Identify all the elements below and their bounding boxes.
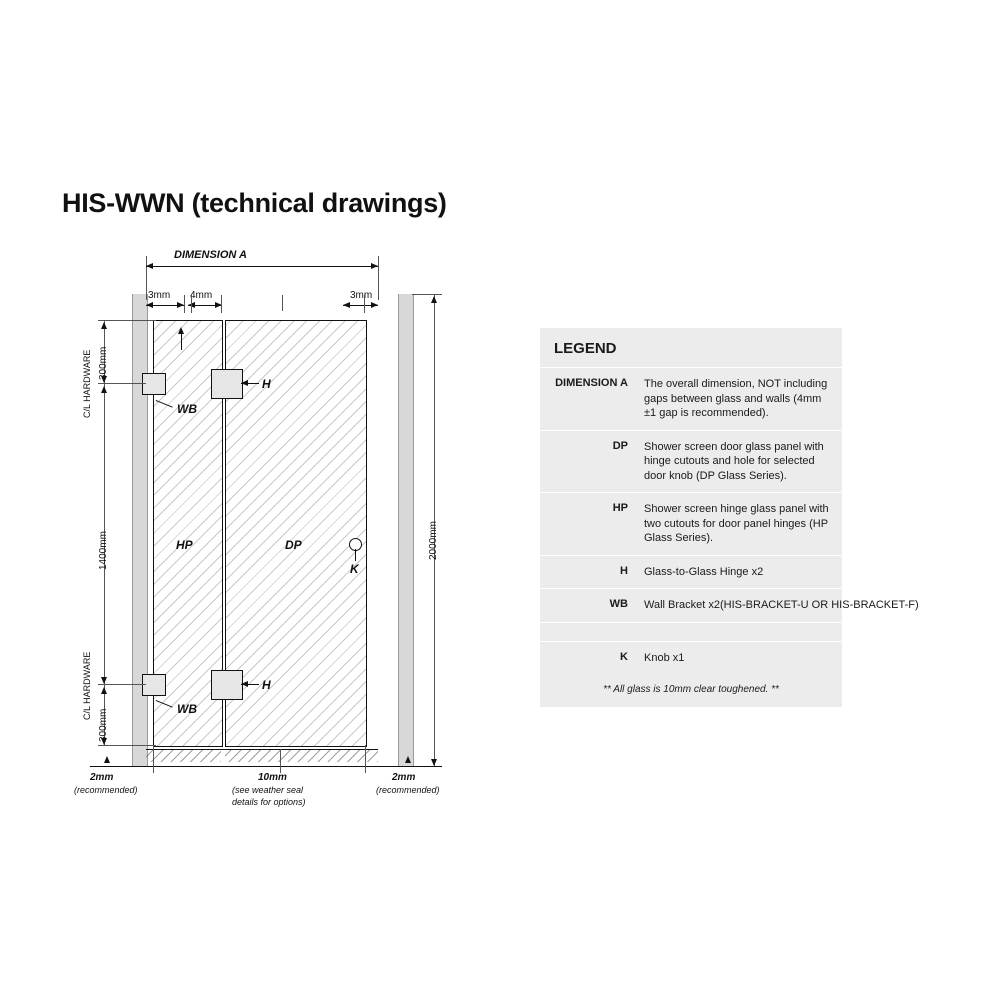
foot-left-arrow <box>104 756 110 763</box>
hinge-bottom <box>211 670 243 700</box>
right-dim-arrow-up <box>431 296 437 303</box>
hp-top-arrow-head <box>178 327 184 334</box>
legend-value: Wall Bracket x2(HIS-BRACKET-U OR HIS-BRACKET-F) <box>644 599 919 612</box>
left-dim-300top-arrow-up <box>101 322 107 329</box>
label-foot-right: 2mm <box>392 772 416 783</box>
label-knob: K <box>350 562 359 576</box>
label-hinge-bottom: H <box>262 678 271 692</box>
legend-row <box>540 641 842 675</box>
dim-a-label: DIMENSION A <box>174 249 247 261</box>
bottom-tick-left <box>153 745 154 773</box>
legend-row <box>540 555 842 589</box>
left-dim-1400-arrow-down <box>101 677 107 684</box>
legend-key: DP <box>612 439 628 452</box>
dim-a-ext-right <box>378 256 379 300</box>
hinge-bottom-leader-arrow <box>241 681 248 687</box>
hinge-top <box>211 369 243 399</box>
gap-right-label: 3mm <box>350 290 373 301</box>
label-hinge-top: H <box>262 377 271 391</box>
label-top-offset: 300mm <box>98 346 109 380</box>
left-dim-300bot-arrow-up <box>101 687 107 694</box>
right-dim-arrow-down <box>431 759 437 766</box>
legend-value: Glass-to-Glass Hinge x2 <box>644 565 764 578</box>
hinge-top-leader-arrow <box>241 380 248 386</box>
legend-row <box>540 430 842 493</box>
label-dp: DP <box>285 538 302 552</box>
label-foot-left-note: (recommended) <box>74 785 138 795</box>
gap-tick-center <box>282 295 283 311</box>
legend-title: LEGEND <box>554 340 617 357</box>
legend-key: HP <box>612 502 628 515</box>
bottom-tick-right <box>365 745 366 773</box>
foot-right-arrow <box>405 756 411 763</box>
gap-tick-1 <box>184 295 185 313</box>
legend-key: WB <box>609 598 628 611</box>
gap-tick-3 <box>221 295 222 313</box>
gap-mid-label: 4mm <box>190 290 213 301</box>
label-cl-hardware-top: C/L HARDWARE <box>82 349 92 418</box>
legend-key: DIMENSION A <box>555 377 628 389</box>
wall-band-right <box>398 294 414 766</box>
legend-row-spacer <box>540 622 842 641</box>
left-dim-1400-arrow-up <box>101 386 107 393</box>
label-foot-mid-note2: details for options) <box>232 797 306 807</box>
legend-footnote: ** All glass is 10mm clear toughened. ** <box>603 684 779 696</box>
left-ext-top <box>98 320 156 321</box>
wall-bracket-bottom <box>142 674 166 696</box>
legend-key: K <box>620 650 628 663</box>
gap-tick-2 <box>191 295 192 313</box>
dim-a-line <box>146 266 378 267</box>
left-ext-h2 <box>98 684 146 685</box>
floor-hatch-right <box>225 750 378 762</box>
legend-value: Knob x1 <box>644 651 685 664</box>
legend-value: Shower screen hinge glass panel with two cutouts for door panel hinges (HP Glass Series). <box>644 503 829 545</box>
bottom-tick-mid <box>280 749 281 773</box>
page-title: HIS-WWN (technical drawings) <box>62 188 447 218</box>
label-wb-top: WB <box>177 402 197 416</box>
legend-value: The overall dimension, NOT including gaps between glass and walls (4mm ±1 gap is recommended). <box>644 378 828 420</box>
door-knob <box>349 538 362 551</box>
legend-panel <box>540 328 919 707</box>
label-cl-hardware-bottom: C/L HARDWARE <box>82 651 92 720</box>
label-foot-mid-note1: (see weather seal <box>232 785 304 795</box>
legend-key: H <box>620 564 628 577</box>
wall-bracket-top <box>142 373 166 395</box>
dim-a-arrow-right <box>371 263 378 269</box>
hp-top-arrow-stem <box>181 332 182 350</box>
label-bottom-offset: 300mm <box>98 708 109 742</box>
gap-tick-4 <box>364 295 365 313</box>
legend-row <box>540 492 842 555</box>
label-foot-left: 2mm <box>90 772 114 783</box>
legend-row <box>540 367 842 430</box>
label-hp: HP <box>176 538 193 552</box>
floor-hatch-left <box>146 750 221 762</box>
legend-row <box>540 588 919 622</box>
gap-right-arrow-a <box>343 302 350 308</box>
label-foot-right-note: (recommended) <box>376 785 440 795</box>
dim-a-arrow-left <box>146 263 153 269</box>
right-ext-top <box>412 294 442 295</box>
label-middle-span: 1400mm <box>98 531 109 570</box>
left-ext-h1 <box>98 383 146 384</box>
label-wb-bottom: WB <box>177 702 197 716</box>
gap-left-label: 3mm <box>148 290 171 301</box>
technical-drawing <box>60 240 520 840</box>
gap-left-arrow-a <box>146 302 153 308</box>
knob-leader <box>355 549 356 561</box>
label-foot-mid: 10mm <box>258 772 287 783</box>
gap-left-arrow-b <box>177 302 184 308</box>
label-height-overall: 2000mm <box>428 521 439 560</box>
left-ext-bottom <box>98 745 156 746</box>
ground-line <box>90 766 442 767</box>
legend-value: Shower screen door glass panel with hinge cutouts and hole for selected door knob (DP Glass Series). <box>644 440 824 482</box>
gap-right-arrow-b <box>371 302 378 308</box>
